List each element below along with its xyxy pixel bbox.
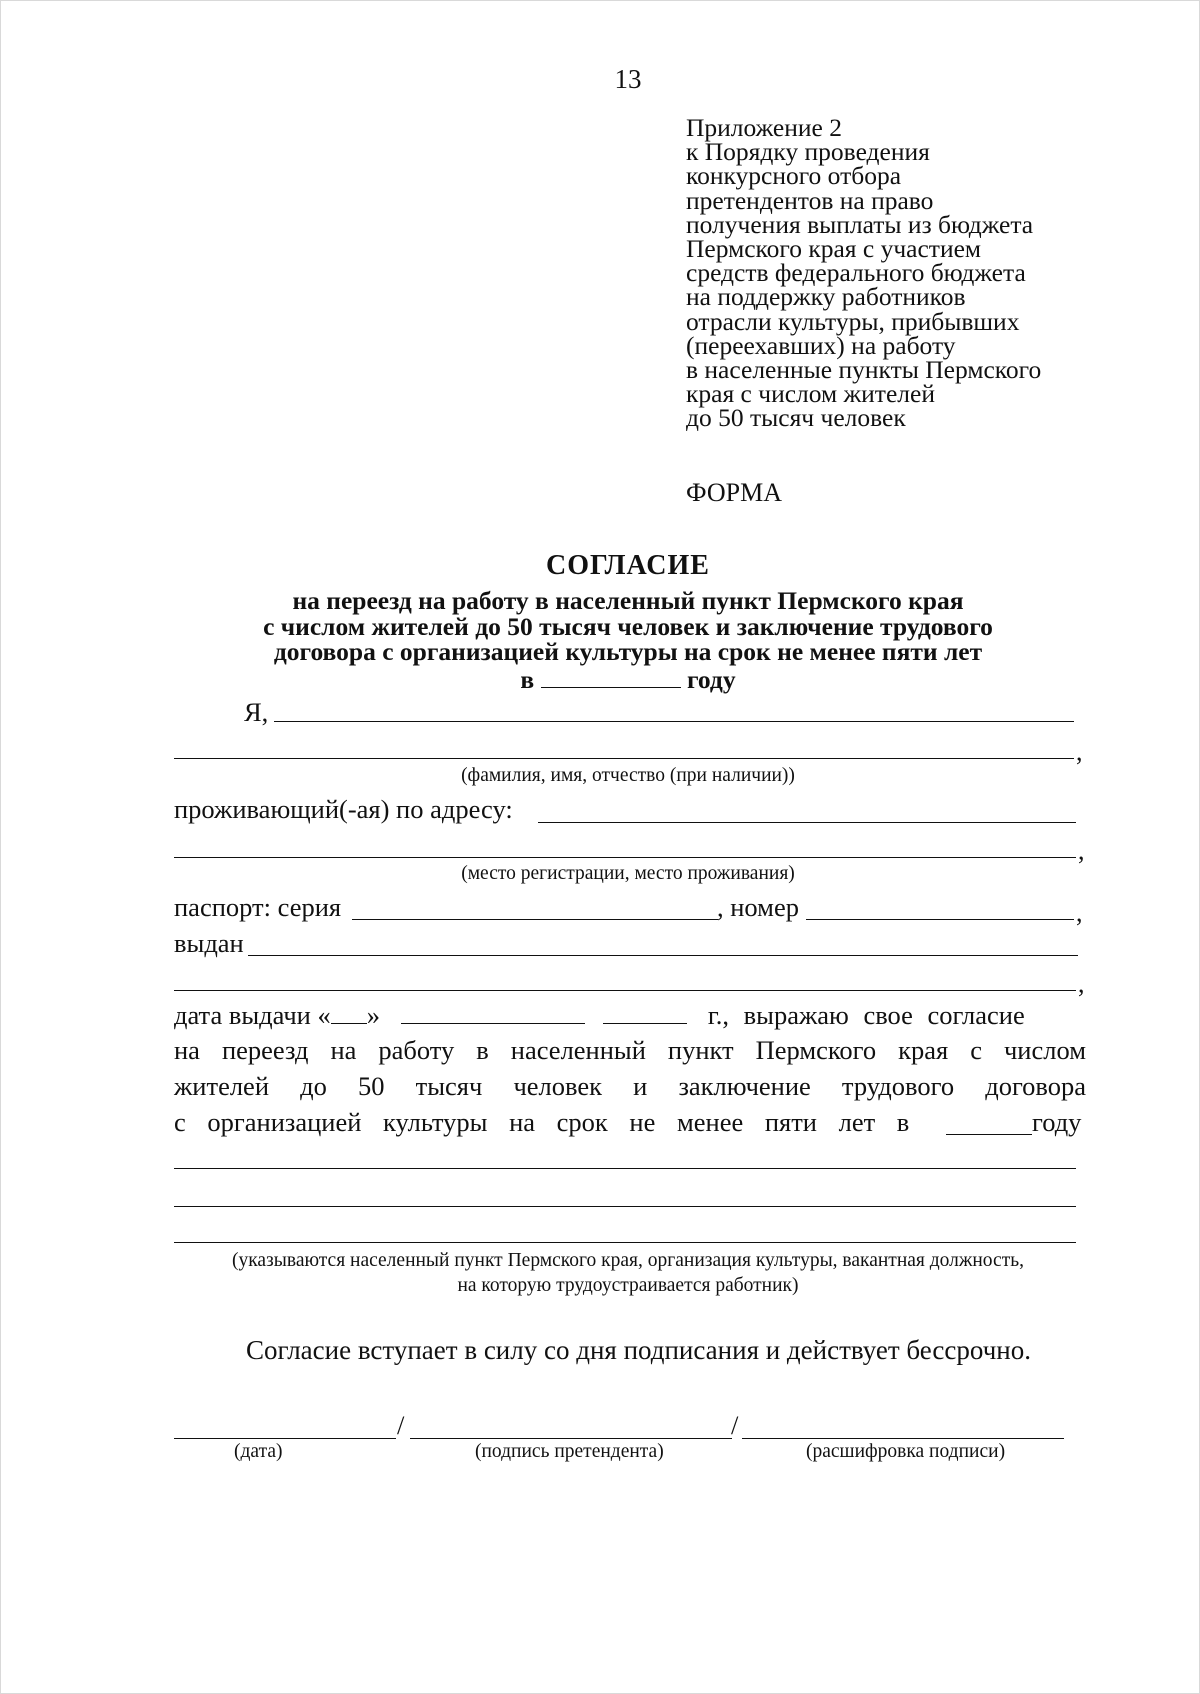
appendix-line: Приложение 2	[686, 113, 842, 142]
issued-by-label: выдан	[174, 928, 244, 958]
appendix-line: на поддержку работников	[686, 282, 966, 312]
signature-caption: (подпись претендента)	[475, 1441, 664, 1462]
appendix-line: до 50 тысяч человек	[686, 403, 906, 433]
issue-date-label: дата выдачи «	[174, 1000, 331, 1030]
paragraph-line-1-tail: г., выражаю свое согласие	[707, 1000, 1025, 1030]
appendix-line: претендентов на право	[686, 185, 934, 215]
issue-day-field[interactable]	[331, 1001, 367, 1024]
passport-series-label: паспорт: серия	[174, 892, 342, 922]
passport-number-label: , номер	[717, 892, 799, 922]
address-field-line-1[interactable]	[538, 822, 1076, 823]
passport-number-field[interactable]	[806, 919, 1074, 920]
document-subtitle	[0, 588, 1200, 692]
comma: ,	[1078, 969, 1085, 998]
signature-decoding-field[interactable]	[742, 1438, 1064, 1439]
signature-separator: /	[731, 1410, 739, 1440]
paragraph-line-3: жителей до 50 тысяч человек и заключение трудового договора	[174, 1071, 1086, 1101]
address-field-line-2[interactable]	[174, 857, 1076, 858]
appendix-line: края с числом жителей	[686, 379, 935, 409]
appendix-line: к Порядку проведения	[686, 137, 930, 167]
fio-caption: (фамилия, имя, отчество (при наличии))	[461, 765, 795, 786]
subtitle-year-prefix: в	[520, 664, 535, 694]
validity-statement: Согласие вступает в силу со дня подписания и действует бессрочно.	[246, 1335, 1031, 1365]
paragraph-line-2: на переезд на работу в населенный пункт Пермского края с числом	[174, 1035, 1086, 1065]
signature-separator: /	[397, 1410, 405, 1440]
appendix-line: Пермского края с участием	[686, 234, 982, 264]
page-number: 13	[614, 64, 642, 94]
subtitle-year-line	[0, 665, 1200, 693]
paragraph-line-4-tail: году	[1032, 1107, 1082, 1137]
comma: ,	[1076, 898, 1083, 927]
appendix-line: средств федерального бюджета	[686, 258, 1026, 288]
details-caption	[0, 1248, 1200, 1298]
subtitle-line: на переезд на работу в населенный пункт Пермского края	[292, 586, 964, 615]
address-label: проживающий(-ая) по адресу:	[174, 794, 513, 824]
issue-month-field[interactable]	[401, 1001, 585, 1024]
paragraph-line-1	[174, 1000, 1025, 1031]
appendix-line: получения выплаты из бюджета	[686, 209, 1034, 239]
document-title: СОГЛАСИЕ	[546, 550, 710, 581]
ya-label: Я,	[244, 697, 269, 727]
appendix-line: отрасли культуры, прибывших	[686, 306, 1020, 336]
issue-date-close: »	[366, 1000, 380, 1030]
details-field-line-2[interactable]	[174, 1206, 1076, 1207]
date-caption: (дата)	[234, 1441, 283, 1462]
form-label: ФОРМА	[686, 478, 782, 507]
appendix-line: (переехавших) на работу	[686, 330, 956, 360]
appendix-line: в населенные пункты Пермского	[686, 355, 1042, 385]
details-caption-line: (указываются населенный пункт Пермского края, организация культуры, вакантная должность,	[231, 1250, 1024, 1271]
date-signature-field[interactable]	[174, 1438, 396, 1439]
appendix-line: конкурсного отбора	[686, 161, 902, 191]
details-field-line-3[interactable]	[174, 1242, 1076, 1243]
address-caption: (место регистрации, место проживания)	[461, 863, 795, 884]
subtitle-line: договора с организацией культуры на срок не менее пяти лет	[273, 637, 983, 666]
paragraph-line-4-text: с организацией культуры на срок не менее пяти лет в	[174, 1107, 910, 1137]
details-caption-line: на которую трудоустраивается работник)	[457, 1275, 799, 1296]
year-blank-field[interactable]	[541, 665, 681, 688]
fio-field-line-1[interactable]	[274, 721, 1074, 722]
consent-year-field[interactable]	[946, 1134, 1032, 1135]
applicant-signature-field[interactable]	[410, 1438, 732, 1439]
paragraph-line-4	[174, 1107, 909, 1138]
issued-by-field-line-1[interactable]	[248, 955, 1078, 956]
subtitle-line: с числом жителей до 50 тысяч человек и заключение трудового	[263, 611, 993, 641]
issued-by-field-line-2[interactable]	[174, 990, 1076, 991]
comma: ,	[1078, 836, 1085, 865]
decoding-caption: (расшифровка подписи)	[806, 1441, 1006, 1462]
issue-year-field[interactable]	[603, 1001, 687, 1024]
comma: ,	[1076, 737, 1083, 766]
subtitle-year-suffix: году	[686, 664, 736, 694]
fio-field-line-2[interactable]	[174, 758, 1074, 759]
details-field-line-1[interactable]	[174, 1168, 1076, 1169]
appendix-block	[686, 113, 1042, 433]
passport-series-field[interactable]	[352, 919, 718, 920]
